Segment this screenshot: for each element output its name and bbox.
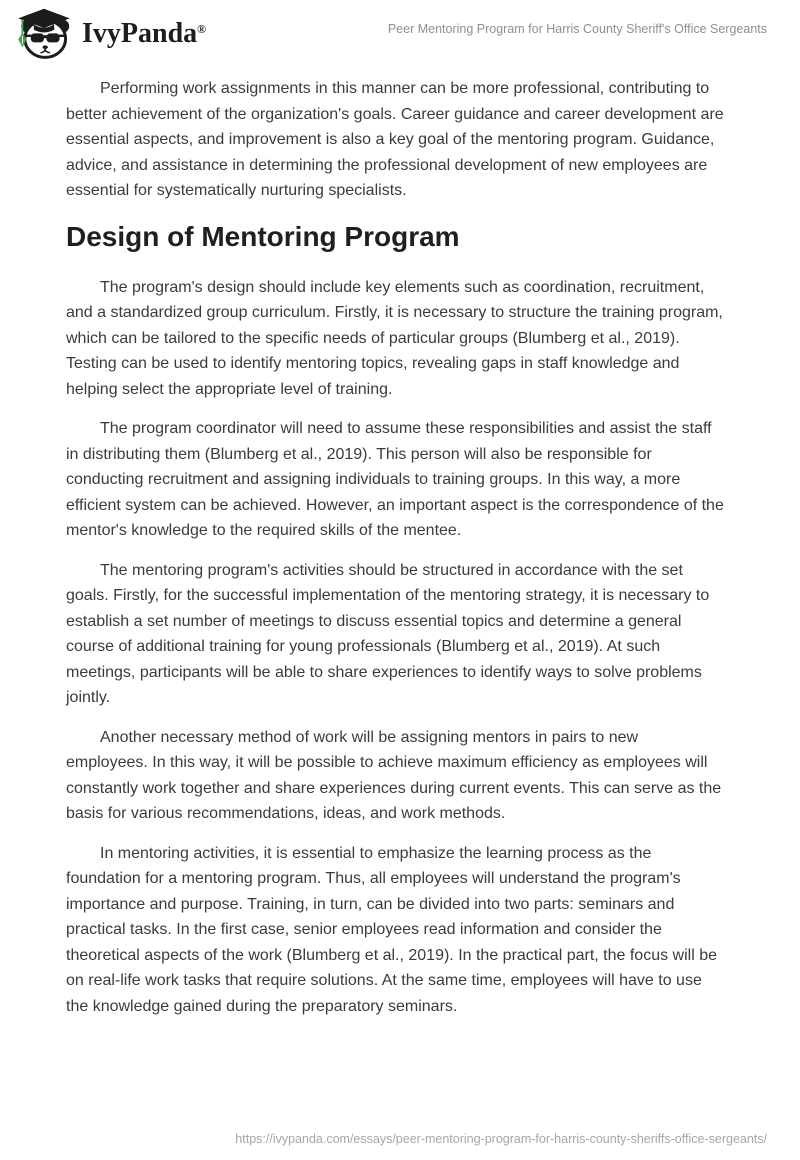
page-title: Peer Mentoring Program for Harris County Sheriff's Office Sergeants [387,22,767,36]
footer [235,1132,767,1146]
paragraph-intro: Performing work assignments in this manner can be more professional, contributing to better achievement of the organization's goals. Career guidance and career development are essential aspects, and improvement is also a key goal of the mentoring program. Guidance, advice, and assistance in determining the professional development of new employees are essential for systematically nurturing specialists. [66,80,724,199]
header [14,6,767,62]
registered-trademark-symbol: ® [197,22,207,36]
paragraph: The program coordinator will need to assume these responsibilities and assist the staff in distributing them (Blumberg et al., 2019). This person will also be responsible for conducting recruitment and assigning individuals to training groups. In this way, a more efficient system can be achieved. However, an important aspect is the correspondence of the mentor's knowledge to the required skills of the mentee. [66,420,724,539]
panda-graduation-cap-icon [14,7,74,61]
brand-wordmark [82,20,206,48]
section-heading: Design of Mentoring Program [66,220,460,252]
source-url-link[interactable]: https://ivypanda.com/essays/peer-mentoring-program-for-harris-county-sheriffs-office-sergeants/ [235,1132,767,1146]
paragraph: The mentoring program's activities should be structured in accordance with the set goals. Firstly, for the successful implementation of the mentoring strategy, it is necessary to establish a set number of meetings to discuss essential topics and determine a general course of additional training for young professionals (Blumberg et al., 2019). At such meetings, participants will be able to share experiences to identify ways to solve problems jointly. [66,561,710,706]
brand-name-text: IvyPanda [82,18,198,49]
brand-logo[interactable] [14,7,206,61]
paragraph: Another necessary method of work will be assigning mentors in pairs to new employees. In this way, it will be possible to achieve maximum efficiency as employees will constantly work together and share experiences during current events. This can serve as the basis for various recommendations, ideas, and work methods. [66,728,722,822]
paragraph: The program's design should include key elements such as coordination, recruitment, and a standardized group curriculum. Firstly, it is necessary to structure the training program, which can be tailored to the specific needs of particular groups (Blumberg et al., 2019). Testing can be used to identify mentoring topics, revealing gaps in staff knowledge and helping select the appropriate level of training. [66,278,723,398]
essay-body [66,76,724,1033]
paragraph: In mentoring activities, it is essential to emphasize the learning process as the foundation for a mentoring program. Thus, all employees will understand the program's importance and purpose. Training, in turn, can be divided into two parts: seminars and practical tasks. In the first case, senior employees read information and consider the theoretical aspects of the work (Blumberg et al., 2019). In the practical part, the focus will be on real-life work tasks that require solutions. At the same time, employees will have to use the knowledge gained during the preparatory seminars. [66,844,717,1015]
